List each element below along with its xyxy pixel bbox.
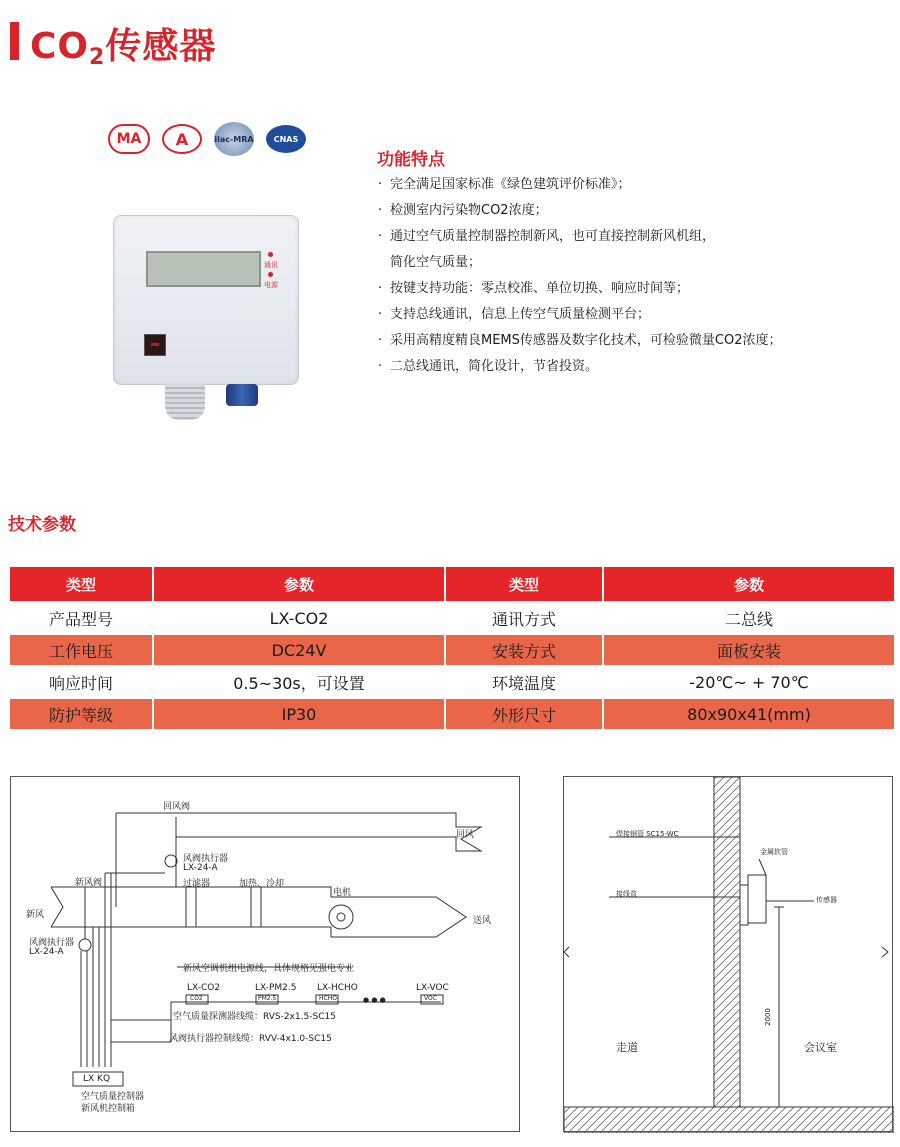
table-cell: DC24V bbox=[154, 635, 444, 665]
power-led-label: 电源 bbox=[264, 281, 278, 289]
actuator-top-model: LX-24-A bbox=[183, 863, 218, 873]
table-header-row bbox=[10, 567, 894, 601]
cnas-logo: CNAS bbox=[266, 125, 306, 153]
table-row bbox=[10, 635, 894, 665]
tech-params-title: 技术参数 bbox=[8, 515, 76, 535]
sensor-voc-tag: VOC bbox=[424, 995, 437, 1002]
comm-led-label: 通讯 bbox=[264, 261, 278, 269]
sensor-co2-tag: CO2 bbox=[190, 995, 203, 1002]
table-cell: 工作电压 bbox=[10, 635, 152, 665]
sensor-voc-label: LX-VOC bbox=[416, 983, 449, 993]
table-cell: 通讯方式 bbox=[491, 609, 556, 629]
table-cell: 安装方式 bbox=[446, 635, 602, 665]
table-cell: 外形尺寸 bbox=[446, 699, 602, 729]
table-header: 参数 bbox=[604, 567, 894, 601]
return-air-label: 回风 bbox=[456, 830, 475, 840]
ca-cert-logo: A bbox=[162, 124, 202, 154]
title-accent-bar bbox=[10, 22, 19, 60]
list-item: · 按键支持功能：零点校准、单位切换、响应时间等； bbox=[378, 281, 690, 296]
page-title: $CO_2$传感器 bbox=[30, 26, 217, 70]
table-cell: 0.5~30s，可设置 bbox=[233, 673, 365, 693]
sensor-co2-label: LX-CO2 bbox=[187, 983, 221, 993]
features-title: 功能特点 bbox=[377, 150, 445, 170]
table-cell: 二总线 bbox=[724, 609, 773, 629]
table-cell: 环境温度 bbox=[491, 673, 556, 693]
heat-cool-label: 加热、冷却 bbox=[239, 879, 285, 889]
list-item: 简化空气质量； bbox=[390, 255, 482, 270]
table-row bbox=[10, 603, 894, 633]
height-dimension-label: 2000 bbox=[763, 1008, 772, 1026]
conduit-label: 焊接钢管 SC15-WC bbox=[616, 830, 679, 838]
system-wiring-diagram bbox=[10, 776, 520, 1132]
meeting-room-label: 会议室 bbox=[804, 1041, 837, 1054]
list-item: · 通过空气质量控制器控制新风，也可直接控制新风机组， bbox=[378, 229, 716, 244]
table-header: 类型 bbox=[446, 567, 602, 601]
sensor-hcho-label: LX-HCHO bbox=[317, 983, 358, 993]
list-item: · 支持总线通讯，信息上传空气质量检测平台； bbox=[378, 307, 651, 322]
table-cell: 产品型号 bbox=[48, 609, 113, 629]
more-sensors-dots: ● ● ● bbox=[363, 996, 386, 1004]
cable-gland-icon bbox=[165, 384, 205, 420]
power-led-icon bbox=[268, 272, 273, 277]
controller-name-label: 空气质量控制器 bbox=[81, 1092, 145, 1102]
fresh-damper-label: 新风阀 bbox=[75, 878, 103, 888]
table-row bbox=[10, 667, 894, 697]
sensor-label: 传感器 bbox=[816, 896, 837, 904]
actuator-top-label: 风阀执行器 bbox=[183, 854, 229, 864]
table-cell: -20℃~ + 70℃ bbox=[689, 672, 809, 692]
supply-air-label: 送风 bbox=[473, 916, 492, 926]
actuator-left-model: LX-24-A bbox=[29, 947, 64, 957]
table-header: 类型 bbox=[10, 567, 152, 601]
table-cell: 防护等级 bbox=[10, 699, 152, 729]
lcd-display bbox=[146, 251, 261, 287]
control-cable-label: 风阀执行器控制线缆：RVV-4x1.0-SC15 bbox=[169, 1034, 332, 1044]
list-item: · 采用高精度精良MEMS传感器及数字化技术，可检验微量CO2浓度； bbox=[378, 333, 782, 348]
sensor-pm25-tag: PM2.5 bbox=[258, 995, 277, 1002]
metal-hose-label: 金属软管 bbox=[760, 848, 788, 856]
motor-label: 电机 bbox=[333, 888, 352, 898]
fresh-air-label: 新风 bbox=[26, 910, 45, 920]
actuator-left-label: 风阀执行器 bbox=[29, 938, 75, 948]
installation-section-diagram bbox=[563, 776, 893, 1132]
installation-diagram-svg bbox=[564, 777, 894, 1133]
controller-model-label: LX KQ bbox=[83, 1074, 111, 1084]
cabinet-label: 新风机控制箱 bbox=[81, 1104, 136, 1114]
sensor-hcho-tag: HCHO bbox=[319, 995, 337, 1002]
table-cell: LX-CO2 bbox=[269, 608, 329, 628]
features-list bbox=[378, 172, 878, 380]
list-item: · 完全满足国家标准《绿色建筑评价标准》； bbox=[378, 177, 631, 192]
table-cell: 面板安装 bbox=[604, 635, 894, 665]
sensor-pm25-label: LX-PM2.5 bbox=[255, 983, 297, 993]
co2-sensor-device-image bbox=[113, 215, 299, 385]
sensor-probe-icon bbox=[226, 384, 258, 406]
tech-params-table bbox=[8, 565, 896, 731]
list-item: · 二总线通讯，简化设计，节省投资。 bbox=[378, 359, 599, 374]
comm-led-icon bbox=[268, 252, 273, 257]
list-item: · 检测室内污染物CO2浓度； bbox=[378, 203, 548, 218]
device-key-button-icon bbox=[144, 334, 166, 356]
table-row bbox=[10, 699, 894, 729]
filter-label: 过滤器 bbox=[183, 879, 211, 889]
junction-box-label: 接线盒 bbox=[616, 890, 637, 898]
corridor-label: 走道 bbox=[616, 1041, 638, 1054]
table-header: 参数 bbox=[154, 567, 444, 601]
bus-cable-label: 空气质量探测器线缆：RVS-2x1.5-SC15 bbox=[173, 1012, 336, 1022]
table-cell: IP30 bbox=[154, 699, 444, 729]
ilac-mra-logo: ilac-MRA bbox=[214, 122, 254, 156]
certification-logos bbox=[108, 122, 306, 156]
ma-cert-logo: MA bbox=[108, 124, 150, 154]
table-cell: 80x90x41(mm) bbox=[604, 699, 894, 729]
return-damper-label: 回风阀 bbox=[163, 802, 191, 812]
power-note-label: 新风空调机组电源线，具体规格见强电专业 bbox=[183, 964, 355, 974]
table-cell: 响应时间 bbox=[48, 673, 113, 693]
